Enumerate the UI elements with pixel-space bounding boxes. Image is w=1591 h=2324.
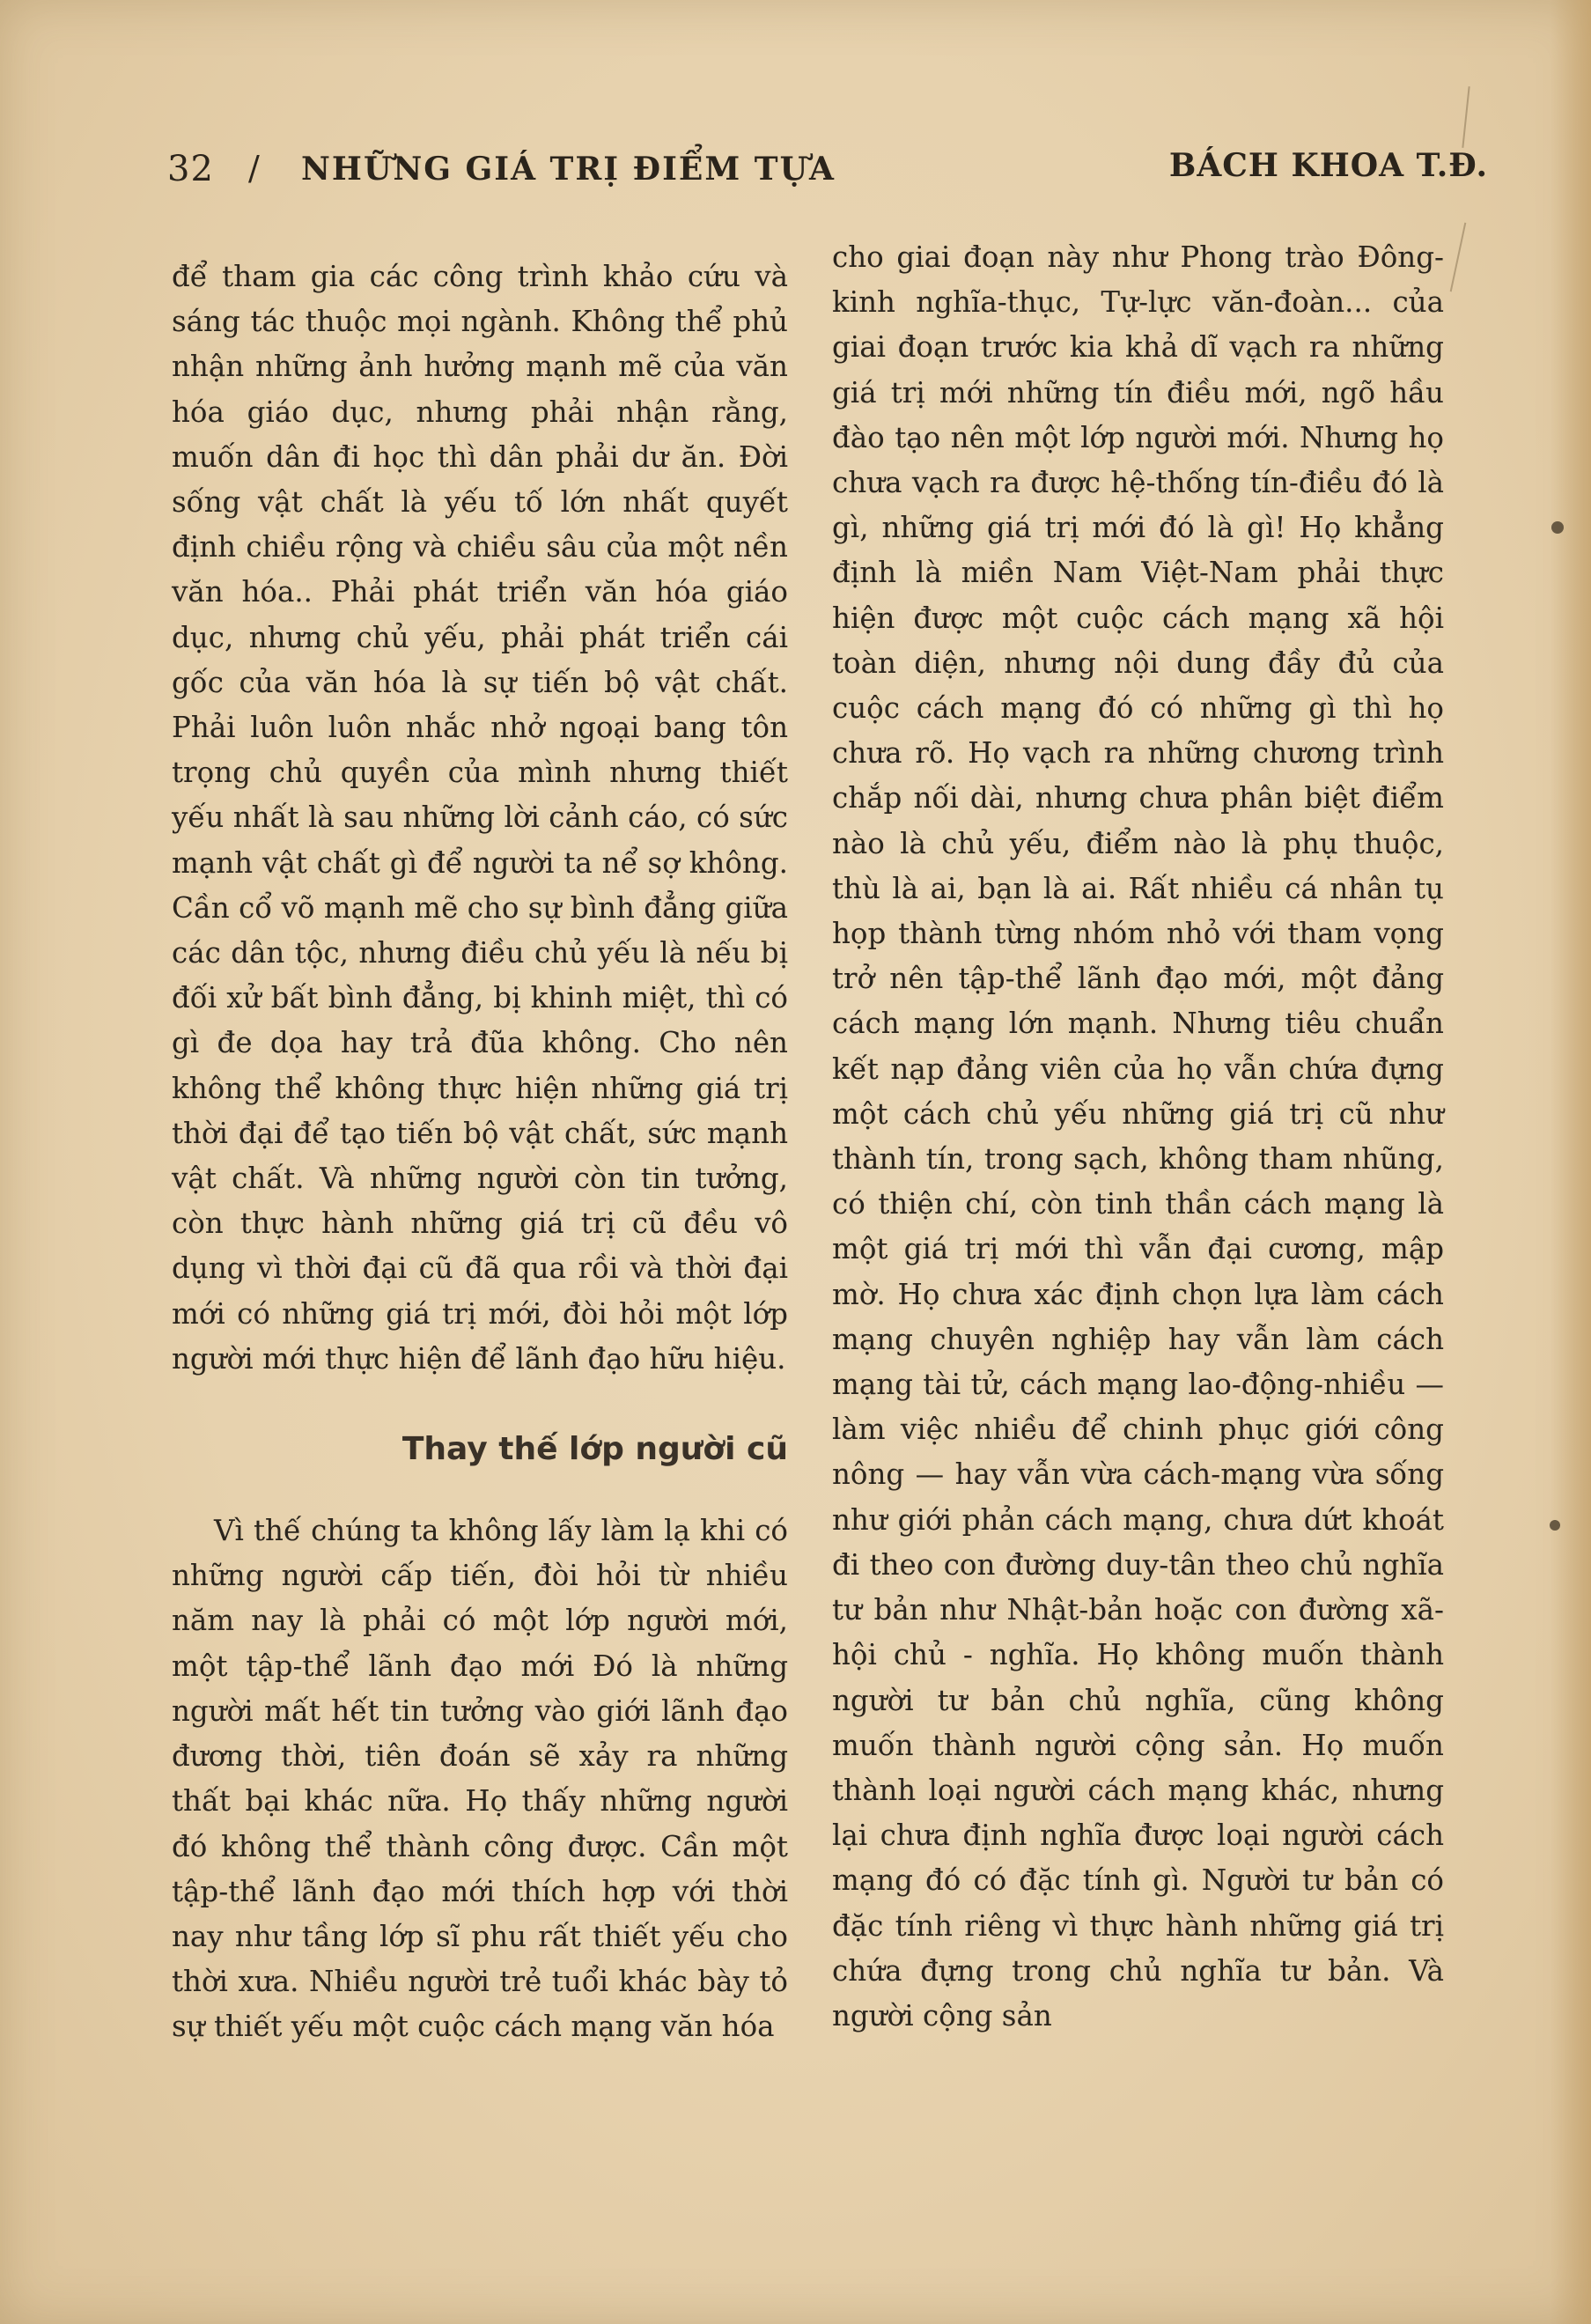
right-paragraph-1: cho giai đoạn này như Phong trào Đông-kinh nghĩa-thục, Tự-lực văn-đoàn... của giai đoạn trước kia khả dĩ vạch ra những giá trị mới những tín điều mới, ngõ hầu đào tạo nên một lớp người mới. Nhưng họ chưa vạch ra được hệ-thống tín-điều đó là gì, những giá trị mới đó là gì! Họ khẳng định là miền Nam Việt-Nam phải thực hiện được một cuộc cách mạng xã hội toàn diện, nhưng nội dung đầy đủ của cuộc cách mạng đó có những gì thì họ chưa rõ. Họ vạch ra những chương trình chắp nối dài, nhưng chưa phân biệt điểm nào là chủ yếu, điểm nào là phụ thuộc, thù là ai, bạn là ai. Rất nhiều cá nhân tụ họp thành từng nhóm nhỏ với tham vọng trở nên tập-thể lãnh đạo mới, một đảng cách mạng lớn mạnh. Nhưng tiêu chuẩn kết nạp đảng viên của họ vẫn chứa đựng một cách chủ yếu những giá trị cũ như thành tín, trong sạch, không tham nhũng, có thiện chí, còn tinh thần cách mạng là một giá trị mới thì vẫn đại cương, mập mờ. Họ chưa xác định chọn lựa làm cách mạng chuyên nghiệp hay vẫn làm cách mạng tài tử, cách mạng lao-động-nhiều — làm việc nhiều để chinh phục giới công nông — hay vẫn vừa cách-mạng vừa sống như giới phản cách mạng, chưa dứt khoát đi theo con đường duy-tân theo chủ nghĩa tư bản như Nhật-bản hoặc con đường xã-hội chủ - nghĩa. Họ không muốn thành người tư bản chủ nghĩa, cũng không muốn thành người cộng sản. Họ muốn thành loại người cách mạng khác, nhưng lại chưa định nghĩa được loại người cách mạng đó có đặc tính gì. Người tư bản có đặc tính riêng vì thực hành những giá trị chứa đựng trong chủ nghĩa tư bản. Và người cộng sản — [832, 240, 1444, 2033]
magazine-name: BÁCH KHOA T.Đ. — [1168, 147, 1488, 184]
left-column — [172, 255, 788, 2050]
binding-hole-mark — [1550, 1520, 1560, 1531]
right-column — [832, 235, 1444, 2039]
subheading: Thay thế lớp người cũ — [401, 1431, 788, 1468]
page-crease — [1462, 86, 1469, 148]
page-number: 32 — [167, 149, 214, 189]
left-paragraph-1: để tham gia các công trình khảo cứu và sáng tác thuộc mọi ngành. Không thể phủ nhận những ảnh hưởng mạnh mẽ của văn hóa giáo dục, nhưng phải nhận rằng, muốn dân đi học thì dân phải dư ăn. Đời sống vật chất là yếu tố lớn nhất quyết định chiều rộng và chiều sâu của một nền văn hóa.. Phải phát triển văn hóa giáo dục, nhưng chủ yếu, phải phát triển cái gốc của văn hóa là sự tiến bộ vật chất. Phải luôn luôn nhắc nhở ngoại bang tôn trọng chủ quyền của mình nhưng thiết yếu nhất là sau những lời cảnh cáo, có sức mạnh vật chất gì để người ta nể sợ không. Cần cổ võ mạnh mẽ cho sự bình đẳng giữa các dân tộc, nhưng điều chủ yếu là nếu bị đối xử bất bình đẳng, bị khinh miệt, thì có gì đe dọa hay trả đũa không. Cho nên không thể không thực hiện những giá trị thời đại để tạo tiến bộ vật chất, sức mạnh vật chất. Và những người còn tin tưởng, còn thực hành những giá trị cũ đều vô dụng vì thời đại cũ đã qua rồi và thời đại mới có những giá trị mới, đòi hỏi một lớp người mới thực hiện để lãnh đạo hữu hiệu. — [172, 260, 788, 1376]
section-title: NHỮNG GIÁ TRỊ ĐIỂM TỰA — [301, 151, 836, 188]
page-crease — [1450, 223, 1467, 292]
page-edge-shadow — [1550, 0, 1591, 2324]
running-header — [167, 145, 1488, 198]
header-separator: / — [248, 149, 260, 188]
binding-hole-mark — [1551, 521, 1564, 534]
left-paragraph-2: Vì thế chúng ta không lấy làm lạ khi có những người cấp tiến, đòi hỏi từ nhiều năm nay là phải có một lớp người mới, một tập-thể lãnh đạo mới Đó là những người mất hết tin tưởng vào giới lãnh đạo đương thời, tiên đoán sẽ xảy ra những thất bại khác nữa. Họ thấy những người đó không thể thành công được. Cần một tập-thể lãnh đạo mới thích hợp với thời nay như tầng lớp sĩ phu rất thiết yếu cho thời xưa. Nhiều người trẻ tuổi khác bày tỏ sự thiết yếu một cuộc cách mạng văn hóa — [172, 1514, 788, 2044]
